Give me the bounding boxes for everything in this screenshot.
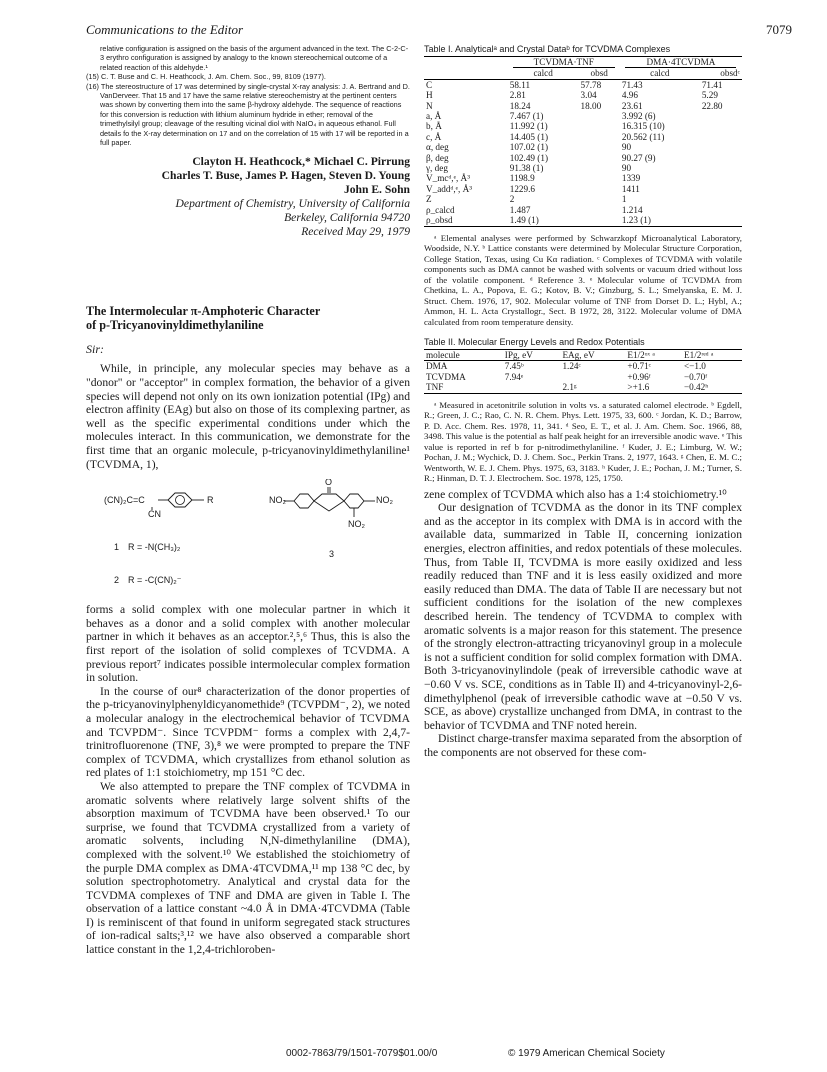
table-1-row-cell: 7.467 (1) xyxy=(509,111,544,122)
table-1-row-cell: 1.487 xyxy=(509,204,531,215)
article-body-right xyxy=(424,488,742,760)
table-1-row-cell: V_addᵈ,ᵉ, Å³ xyxy=(426,183,472,194)
affiliation-city: Berkeley, California 94720 xyxy=(284,211,410,225)
table-1-row xyxy=(424,163,742,173)
paragraph-7: Distinct charge-transfer maxima separated from the absorption of the components are not observed for these com- xyxy=(424,732,742,759)
structure-2-definition: R = -C(CN)₂⁻ xyxy=(128,575,182,586)
table-1-row-cell: 71.43 xyxy=(621,79,643,90)
reference-15: (15) C. T. Buse and C. H. Heathcock, J. Am. Chem. Soc., 99, 8109 (1977). xyxy=(86,72,326,82)
table-2 xyxy=(424,349,742,394)
table-2-header: E1/2ᵒˣ ᵃ xyxy=(625,350,682,361)
table-1-row-cell: 1.23 (1) xyxy=(620,215,700,226)
structure-3-no2-left: NO₂ xyxy=(269,495,286,506)
table-1-row xyxy=(424,153,742,163)
structure-3-no2-right: NO₂ xyxy=(376,495,393,506)
table-2-body xyxy=(424,361,742,393)
reference-continued: relative configuration is assigned on the basis of the argument advanced in the text. The C-2-C-3 erythro configuration is assigned by analogy to the known stereochemical outcome of a related reaction of this aldehyde.¹ xyxy=(100,44,409,72)
article-title-line-2: of p-Tricyanovinyldimethylaniline xyxy=(86,318,264,333)
table-1-subheader: calcd xyxy=(620,68,700,79)
table-1-row-cell: 90 xyxy=(621,163,632,174)
table-2-row xyxy=(424,382,742,393)
paragraph-3: In the course of our⁸ characterization of the donor properties of the p-tricyanovinylphenyldicyanomethide⁹ (TCVPDM⁻, 2), we noted a molecular analogy in the electrochemical behavior of TCVDMA and TCVPDM⁻. Since TCVPDM⁻ forms a complex with 2,4,7-trinitrofluorenone (TNF, 3),⁸ we were prompted to prepare the TNF complex of TCVDMA, which crystallizes from ethanol solution as red plates of 1:1 stoichiometry, mp 151 °C dec. xyxy=(86,684,410,780)
table-1-row-cell xyxy=(700,215,742,226)
table-1-subheader: obsd xyxy=(579,68,620,79)
table-1-row-cell xyxy=(700,184,742,194)
table-1-row-cell: 107.02 (1) xyxy=(509,142,549,153)
table-1-row-cell xyxy=(700,205,742,215)
table-2-row xyxy=(424,361,742,372)
paragraph-2: forms a solid complex with one molecular partner in which it behaves as a donor and a solid complex with another molecular partner in which it behaves as an acceptor.²,⁵,⁶ Thus, this is also the first report of the isolation of solid complexes of TCVDMA. A previous report⁷ indicates possible intermolecular complex formation in solution. xyxy=(86,603,410,685)
table-1-row-cell xyxy=(700,121,742,131)
table-1-row xyxy=(424,111,742,121)
table-1-row-cell: H xyxy=(426,90,433,101)
table-1-row-cell: N xyxy=(426,100,433,111)
table-1-row-cell: b, Å xyxy=(426,121,442,132)
table-1-row-cell: 57.78 xyxy=(580,79,602,90)
table-1-row-cell xyxy=(579,205,620,215)
table-1-row-cell: Z xyxy=(426,194,432,205)
paragraph-5: zene complex of TCVDMA which also has a 1:4 stoichiometry.¹⁰ xyxy=(424,487,727,501)
structure-1-cn: CN xyxy=(148,509,161,520)
table-2-caption: Table II. Molecular Energy Levels and Redox Potentials xyxy=(424,337,645,347)
table-1-row xyxy=(424,101,742,111)
article-body-left xyxy=(86,362,410,956)
author-block xyxy=(86,155,410,239)
table-1-row-cell: 14.405 (1) xyxy=(509,131,549,142)
table-1-row xyxy=(424,142,742,152)
table-1-row xyxy=(424,194,742,204)
table-1-row-cell xyxy=(700,163,742,173)
structure-1-formula: (CN)₂C=C xyxy=(104,495,145,506)
table-2-row-cell: DMA xyxy=(426,361,448,372)
table-1-row-cell: 71.41 xyxy=(701,79,723,90)
structure-2-label: 2 xyxy=(114,575,120,586)
table-1-row xyxy=(424,184,742,194)
table-2-row-cell: +0.71ᶜ xyxy=(627,361,652,372)
right-column xyxy=(424,44,742,760)
table-1-row-cell: 20.562 (11) xyxy=(621,131,665,142)
table-1-row-cell: 1.214 xyxy=(621,204,643,215)
table-2-row-cell: +0.96ᶠ xyxy=(627,371,651,382)
table-1-row-cell xyxy=(700,173,742,183)
table-1-row-cell: 4.96 xyxy=(621,90,638,101)
structure-1-r: R xyxy=(207,495,214,506)
fluorenone-left-ring-icon xyxy=(294,494,314,508)
article-title xyxy=(86,304,410,332)
author-line-1: Clayton H. Heathcock,* Michael C. Pirrung xyxy=(192,155,410,169)
table-2-row-cell: 7.45ᵇ xyxy=(504,361,524,372)
table-2-footnotes xyxy=(424,400,742,484)
table-1-row-cell: c, Å xyxy=(426,131,442,142)
table-2-header: E1/2ʳᵉᵈ ᵃ xyxy=(682,350,742,361)
table-2-row xyxy=(424,372,742,382)
affiliation-dept: Department of Chemistry, University of California xyxy=(175,197,410,211)
table-1-row xyxy=(424,132,742,142)
table-2-row-cell xyxy=(560,372,625,382)
table-2-header: molecule xyxy=(424,350,503,361)
table-1-row-cell: 2.81 xyxy=(509,90,526,101)
table-1-row-cell: 1.49 (1) xyxy=(508,215,579,226)
paragraph-6: Our designation of TCVDMA as the donor in its TNF complex and as the acceptor in its complex with DMA is in accord with the available data, summarized in Table II, concerning ionization energies, electron affinities, and redox potentials of these molecules. Thus, from Table II, TCVDMA is more easily oxidized and less readily reduced than TNF and it is less easily oxidized and more easily reduced than DMA. The data of Table II are necessary but not sufficient conditions for the isolation of the new complexes described herein. The tendency of TCVDMA to complex with aromatic solvents is a major reason for this statement. The presence of the strongly electron-attracting tricyanovinyl group in a molecule is not a sufficient condition for solid complex formation with DMA. Both 3-tricyanovinylindole (peak of irreversible cathodic wave at −0.60 V vs. SCE, conditions as in Table II) and 4-tricyanovinyl-2,6-dimethylphenol (peak of irreversible cathodic wave at −0.50 V vs. SCE, as above) crystallize unchanged from DMA, in contrast to the behavior of TCVDMA and TNF noted herein. xyxy=(424,501,742,732)
table-1-row-cell: a, Å xyxy=(426,111,442,122)
structure-drawing xyxy=(86,479,410,599)
table-1-row-cell xyxy=(579,173,620,183)
table-1-row xyxy=(424,90,742,100)
table-1-row-cell: 16.315 (10) xyxy=(621,121,665,132)
table-1-row-cell: 2 xyxy=(509,194,515,205)
table-1-row-cell xyxy=(579,142,620,152)
table-1-row-cell: 18.24 xyxy=(509,100,531,111)
article-title-line-1: The Intermolecular π-Amphoteric Character xyxy=(86,304,321,319)
references-block xyxy=(86,44,410,147)
received-date: Received May 29, 1979 xyxy=(301,225,410,239)
table-1-row xyxy=(424,79,742,90)
table-1-row-cell: β, deg xyxy=(426,152,449,163)
table-1-row-cell: 1411 xyxy=(621,183,640,194)
table-1-row-cell xyxy=(579,184,620,194)
table-1-row-cell: 22.80 xyxy=(701,100,723,111)
table-1-subheader: obsdᶜ xyxy=(700,68,742,79)
footer-copyright: © 1979 American Chemical Society xyxy=(508,1048,665,1059)
table-1-row-cell xyxy=(579,153,620,163)
table-1-row-cell: ρ_obsd xyxy=(424,215,508,226)
table-1-row-cell xyxy=(700,194,742,204)
structure-3-oxygen: O xyxy=(325,479,333,488)
table-1-row-cell: C xyxy=(426,79,433,90)
table-1-row-cell: V_mcᵈ,ᵉ, Å³ xyxy=(426,173,470,184)
table-1-corner xyxy=(424,57,508,69)
table-2-row-cell: −0.70ᶠ xyxy=(683,371,708,382)
structure-3-label: 3 xyxy=(329,549,335,560)
author-line-3: John E. Sohn xyxy=(343,183,410,197)
fluorenone-right-ring-icon xyxy=(344,494,364,508)
table-1-body xyxy=(424,79,742,226)
table-1-row-cell: 90.27 (9) xyxy=(621,152,656,163)
table-1-row-cell xyxy=(700,153,742,163)
table-2-row-cell: <−1.0 xyxy=(683,361,706,372)
table-2-header: IPg, eV xyxy=(503,350,561,361)
table-2-row-cell: 7.94ᵉ xyxy=(504,371,524,382)
table-1-group-dma: DMA·4TCVDMA xyxy=(620,57,742,69)
page-number: 7079 xyxy=(766,22,792,37)
structure-1-label: 1 xyxy=(114,542,120,553)
table-2-row-cell: −0.42ʰ xyxy=(682,382,742,393)
table-1-row-cell xyxy=(700,132,742,142)
author-line-2: Charles T. Buse, James P. Hagen, Steven D. Young xyxy=(161,169,410,183)
table-1-row xyxy=(424,205,742,215)
table-1-row-cell: 5.29 xyxy=(701,90,718,101)
table-1-row-cell: 90 xyxy=(621,142,632,153)
reference-16: (16) The stereostructure of 17 was determined by single-crystal X-ray analysis: J. A. Bertrand and D. VanDerveer. That 15 and 17 have the same relative stereochemistry at the pertinent centers was shown by converting them into the same β-hydroxy aldehyde. The sequence of reactions for this conversion is reduction with lithium aluminum hydride in ether; removal of the trimethylsilyl group; cleavage of the resulting vicinal diol with NaIO₄ in aqueous ethanol. Full details fo the X-ray determination on 17 and on the correlation of 15 with 17 will be reported in a full paper. xyxy=(86,81,410,148)
running-header-journal: Communications to the Editor xyxy=(86,22,244,37)
table-1-row-cell: 58.11 xyxy=(509,79,531,90)
salutation: Sir: xyxy=(86,342,104,357)
table-1-row-cell xyxy=(579,194,620,204)
table-1-row-cell: 18.00 xyxy=(580,100,602,111)
table-1-row xyxy=(424,215,742,226)
table-1-row-cell: 3.04 xyxy=(580,90,597,101)
structure-1-definition: R = -N(CH₃)₂ xyxy=(128,542,181,553)
table-1-row-cell: γ, deg xyxy=(426,163,448,174)
table-1-row xyxy=(424,173,742,183)
table-2-row-cell: TNF xyxy=(424,382,503,393)
table-2-row-cell: 2.1ᵍ xyxy=(560,382,625,393)
table-1 xyxy=(424,56,742,227)
table-1-row-cell: 102.49 (1) xyxy=(509,152,549,163)
structure-3-no2-bottom: NO₂ xyxy=(348,519,365,530)
table-1-footnote-text: ᵃ Elemental analyses were performed by Schwarzkopf Microanalytical Laboratory, Woodside, N.Y. ᵇ Lattice constants were determined by Molecular Structure Corporation, College Station, Texas, using Cu Kα radiation. ᶜ Complexes of TCVDMA with volatile components such as DMA cannot be washed with solvents or vacuum dried without loss of the volatile component. ᵈ Reference 3. ᵉ Molecular volume of TCVDMA from Chetkina, L. A., Popova, E. G.; Kotov, B. V.; Ginzburg, S. L.; Smelyanska, E. M. J. Struct. Chem. 1976, 17, 902. Molecular volume of TNF from Dorset D. L.; Hybl, A.; Ammon, H. L. Acta Crystallogr., Sect. B 1972, 28, 3122. Molecular volume of DMA calculated from room temperature density. xyxy=(424,232,742,327)
table-1-row-cell: 1 xyxy=(621,194,627,205)
table-2-row-cell: >+1.6 xyxy=(625,382,682,393)
table-1-row-cell xyxy=(579,121,620,131)
table-2-footnote-text: ᵃ Measured in acetonitrile solution in volts vs. a saturated calomel electrode. ᵇ Egdell, R.; Green, J. C.; Rao, C. N. R. Chem. Phys. Lett. 1975, 33, 600. ᶜ Jordan, K. D.; Barrow, P. D. Acc. Chem. Res. 1978, 11, 341. ᵈ Seo, E. T., et al. J. Am. Chem. Soc. 1966, 88, 3498. This value is the potential as half peak height for an irreversible anodic wave. ᵉ This value is reported in ref b for p-nitrodimethylaniline. ᶠ Kuder, J. E.; Limburg, W. W.; Pochan, J. M.; Wychick, D. J. Chem. Soc., Perkin Trans. 2, 1977, 1643. ᵍ Chen, E. M. C.; Wentworth, W. E. J. Chem. Phys. 1975, 63, 3183. ʰ Kuder, J. E.; Pochan, J. M.; Turner, S. R.; Hinman, D. T. J. Electrochem. Soc. 1978, 125, 1750. xyxy=(424,399,742,484)
table-1-row-cell xyxy=(579,215,620,226)
table-1-row-cell: 91.38 (1) xyxy=(509,163,544,174)
table-1-row-cell: 11.992 (1) xyxy=(509,121,548,132)
table-1-row-cell xyxy=(700,142,742,152)
table-1-row-cell: 1229.6 xyxy=(509,183,535,194)
table-1-row-cell: ρ_calcd xyxy=(426,204,455,215)
table-1-row-cell xyxy=(700,111,742,121)
table-1-row xyxy=(424,121,742,131)
footer-code: 0002-7863/79/1501-7079$01.00/0 xyxy=(286,1048,438,1059)
paragraph-4: We also attempted to prepare the TNF complex of TCVDMA in aromatic solvents where relatively large solvent shifts of the absorption maximum of TCVDMA have been observed.¹ To our surprise, we found that TCVDMA crystallized from a variety of aromatic solvents, including N,N-dimethylaniline (DMA), complexed with the solvent.¹⁰ We established the stoichiometry of the purple DMA complex as DMA·4TCVDMA,¹¹ mp 138 °C dec, by solution spectrophotometry. Analytical and crystal data for the TCVDMA complexes of TNF and DMA are given in Table I. The observation of a lattice constant ~4.0 Å in DMA·4TCVDMA (Table I) is reminiscent of that found in uniform segregated stack structures of ion-radical salts;³,¹² we have also observed a comparable short lattice constant in the 1,2,4-trichloroben- xyxy=(86,779,410,957)
table-1-row-cell: 1339 xyxy=(621,173,641,184)
table-1-subheader: calcd xyxy=(508,68,579,79)
table-1-footnotes xyxy=(424,233,742,328)
table-1-row-cell: 1198.9 xyxy=(509,173,535,184)
table-2-row-cell: TCVDMA xyxy=(426,371,466,382)
table-1-row-cell xyxy=(579,163,620,173)
left-column xyxy=(86,44,410,957)
paragraph-1: While, in principle, any molecular species may behave as a "donor" or "acceptor" in complex formation, the behavior of a given species will depend not only on its own ionization potential (IPg) and electron affinity (EAg) but also on those of its complexing partner, as well as the specific experimental conditions under which the molecules interact. In this communication, we demonstrate for the first time that an organic molecule, p-tricyanovinyldimethylaniline¹ (TCVDMA, 1), xyxy=(86,362,410,471)
table-1-row-cell: 23.61 xyxy=(621,100,643,111)
table-1-group-tnf: TCVDMA·TNF xyxy=(508,57,620,69)
table-2-header: EAg, eV xyxy=(560,350,625,361)
chemical-structures xyxy=(86,479,410,599)
table-2-row-cell xyxy=(503,382,561,393)
table-1-row-cell: α, deg xyxy=(426,142,449,153)
table-2-row-cell: 1.24ᶜ xyxy=(562,361,581,372)
table-1-caption: Table I. Analyticalᵃ and Crystal Dataᵇ for TCVDMA Complexes xyxy=(424,44,671,54)
table-1-row-cell xyxy=(579,132,620,142)
table-1-row-cell: 3.992 (6) xyxy=(621,111,656,122)
table-1-row-cell xyxy=(579,111,620,121)
